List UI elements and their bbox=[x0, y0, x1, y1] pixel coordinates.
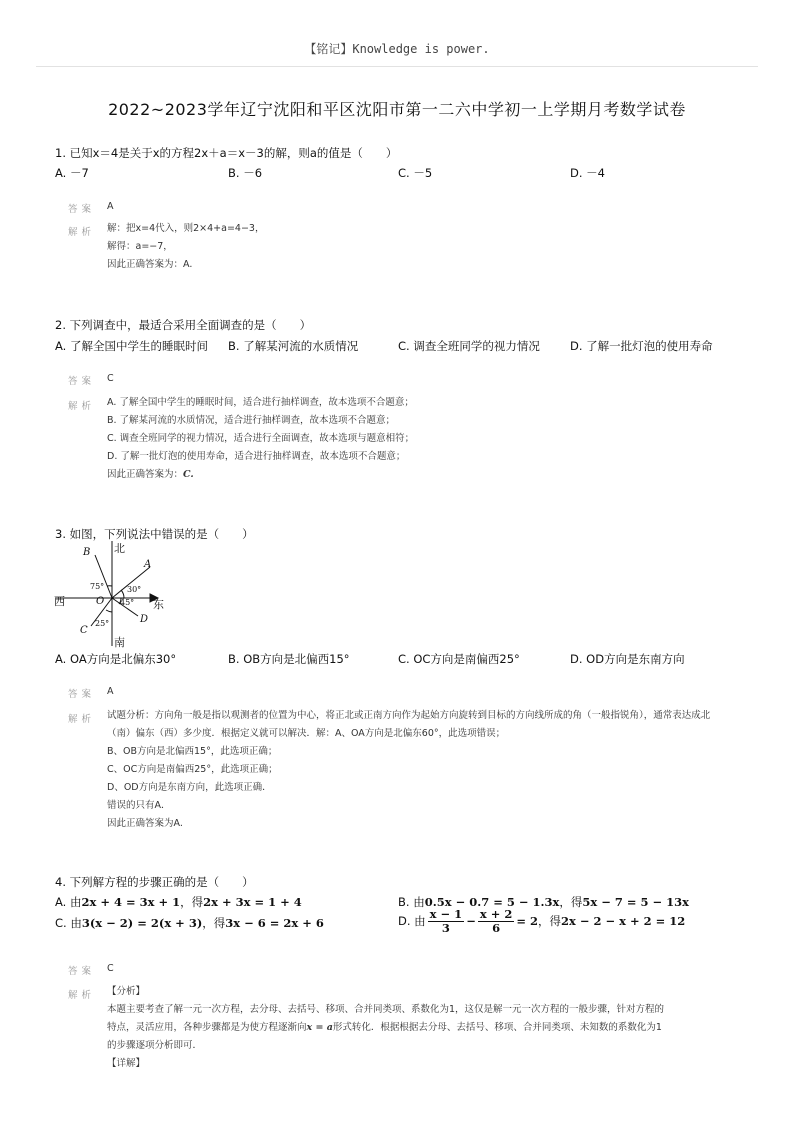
explanation-line: 错误的只有A． bbox=[107, 800, 171, 811]
fraction-2 bbox=[478, 908, 515, 935]
equation-given: 3(x − 2) = 2(x + 3) bbox=[81, 916, 203, 930]
equation-result: 2x + 3x = 1 + 4 bbox=[203, 895, 302, 909]
q1-option-b[interactable]: B. －6 bbox=[228, 166, 263, 180]
option-prefix: A. 由 bbox=[55, 895, 82, 909]
q4-analysis-label: 解析 bbox=[68, 990, 96, 1001]
label-point-c: C bbox=[80, 625, 88, 636]
explanation-line: C、OC方向是南偏西25°，此选项正确； bbox=[107, 764, 278, 775]
q3-analysis-label: 解析 bbox=[68, 714, 96, 725]
explanation-line bbox=[107, 466, 414, 484]
q2-option-c[interactable]: C. 调查全班同学的视力情况 bbox=[398, 339, 540, 353]
q4-option-d[interactable] bbox=[398, 908, 685, 935]
label-east: 东 bbox=[153, 598, 164, 611]
q3-option-b[interactable]: B. OB方向是北偏西15° bbox=[228, 652, 350, 666]
page-header: 【铭记】Knowledge is power. bbox=[304, 42, 490, 56]
label-north: 北 bbox=[114, 542, 125, 555]
label-point-d: D bbox=[140, 614, 149, 625]
equation-given: 0.5x − 0.7 = 5 − 1.3x bbox=[424, 895, 560, 909]
label-west: 西 bbox=[54, 595, 65, 608]
q4-option-a[interactable] bbox=[55, 894, 302, 910]
explanation-line: B. 了解某河流的水质情况，适合进行抽样调查，故本选项不合题意； bbox=[107, 415, 396, 426]
q3-option-c[interactable]: C. OC方向是南偏西25° bbox=[398, 652, 520, 666]
q2-option-a[interactable]: A. 了解全国中学生的睡眠时间 bbox=[55, 339, 208, 353]
label-angle-25: 25° bbox=[95, 619, 110, 628]
fraction-numerator: x − 1 bbox=[429, 907, 463, 921]
q1-answer: A bbox=[107, 201, 114, 212]
option-connector: ，得 bbox=[559, 895, 583, 909]
q1-option-d[interactable]: D. －4 bbox=[570, 166, 605, 180]
equation-result: 2x − 2 − x + 2 = 12 bbox=[561, 914, 686, 928]
q1-analysis-label: 解析 bbox=[68, 227, 96, 238]
explanation-tag: 【分析】 bbox=[107, 986, 146, 997]
label-south: 南 bbox=[114, 636, 125, 649]
explanation-line: A. 了解全国中学生的睡眠时间，适合进行抽样调查，故本选项不合题意； bbox=[107, 397, 414, 408]
explanation-line: D. 了解一批灯泡的使用寿命，适合进行抽样调查，故本选项不合题意； bbox=[107, 451, 406, 462]
explanation-line: 因此正确答案为：A. bbox=[107, 259, 193, 270]
explanation-line: B、OB方向是北偏西15°，此选项正确； bbox=[107, 746, 278, 757]
explanation-text: 特点，灵活应用，各种步骤都是为使方程逐渐向 bbox=[107, 1022, 307, 1033]
fraction-denominator: 6 bbox=[492, 921, 501, 935]
q2-explanation bbox=[107, 394, 414, 484]
option-connector: ，得 bbox=[180, 895, 204, 909]
label-angle-45: 45° bbox=[120, 598, 135, 607]
q1-option-a[interactable]: A. －7 bbox=[55, 166, 89, 180]
q4-explanation bbox=[107, 983, 664, 1073]
fraction-numerator: x + 2 bbox=[479, 907, 513, 921]
q1-explanation bbox=[107, 220, 264, 274]
label-point-b: B bbox=[83, 547, 91, 558]
explanation-text: 形式转化．根据根据去分母、去括号、移项、合并同类项、未知数的系数化为1 bbox=[332, 1022, 662, 1033]
explanation-tag: 【详解】 bbox=[107, 1058, 146, 1069]
compass-direction-figure bbox=[50, 538, 180, 650]
explanation-line: C. 调查全班同学的视力情况，适合进行全面调查，故本选项与题意相符； bbox=[107, 433, 415, 444]
q3-answer-label: 答案 bbox=[68, 689, 96, 700]
equation-rhs: = 2 bbox=[516, 914, 538, 928]
q3-option-a[interactable]: A. OA方向是北偏东30° bbox=[55, 652, 177, 666]
explanation-line bbox=[107, 1019, 664, 1037]
q2-option-d[interactable]: D. 了解一批灯泡的使用寿命 bbox=[570, 339, 713, 353]
page-title: 2022~2023学年辽宁沈阳和平区沈阳市第一二六中学初一上学期月考数学试卷 bbox=[108, 100, 686, 119]
explanation-final-value: C. bbox=[183, 469, 194, 480]
q2-stem: 2. 下列调查中，最适合采用全面调查的是（ ） bbox=[55, 318, 312, 332]
explanation-line: 的步骤逐项分析即可． bbox=[107, 1040, 203, 1051]
q2-analysis-label: 解析 bbox=[68, 401, 96, 412]
angle-arc-c bbox=[106, 610, 112, 612]
label-angle-75: 75° bbox=[90, 582, 105, 591]
explanation-math: x = a bbox=[306, 1022, 333, 1033]
angle-arc-a bbox=[121, 590, 124, 598]
q4-option-c[interactable] bbox=[55, 915, 324, 931]
q3-explanation-intro: 试题分析：方向角一般是指以观测者的位置为中心，将正北或正南方向作为起始方向旋转到目标的方向线所成的角（一般指锐角），通常表达成北（南）偏东（西）多少度．根据定义就可以解决．解：A、OA方向是北偏东60°，此选项错误； bbox=[107, 710, 711, 739]
header-divider bbox=[36, 66, 758, 67]
q3-answer: A bbox=[107, 686, 114, 697]
minus-sign: − bbox=[466, 914, 476, 928]
q2-answer: C bbox=[107, 373, 114, 384]
q3-option-d[interactable]: D. OD方向是东南方向 bbox=[570, 652, 685, 666]
fraction-denominator: 3 bbox=[441, 921, 450, 935]
q2-answer-label: 答案 bbox=[68, 376, 96, 387]
equation-result: 3x − 6 = 2x + 6 bbox=[225, 916, 324, 930]
q1-option-c[interactable]: C. －5 bbox=[398, 166, 433, 180]
explanation-final-prefix: 因此正确答案为： bbox=[107, 469, 184, 480]
q4-stem: 4. 下列解方程的步骤正确的是（ ） bbox=[55, 875, 254, 889]
fraction-1 bbox=[428, 908, 465, 935]
option-prefix: B. 由 bbox=[398, 895, 425, 909]
equation-result: 5x − 7 = 5 − 13x bbox=[582, 895, 690, 909]
equation-given: 2x + 4 = 3x + 1 bbox=[81, 895, 181, 909]
option-connector: ，得 bbox=[538, 914, 561, 928]
explanation-line: 因此正确答案为A. bbox=[107, 818, 183, 829]
explanation-line: D、OD方向是东南方向，此选项正确． bbox=[107, 782, 272, 793]
q3-explanation bbox=[107, 743, 278, 833]
q1-answer-label: 答案 bbox=[68, 204, 96, 215]
q4-answer: C bbox=[107, 963, 114, 974]
q2-option-b[interactable]: B. 了解某河流的水质情况 bbox=[228, 339, 359, 353]
q3-stem: 3. 如图，下列说法中错误的是（ ） bbox=[55, 527, 254, 541]
ray-ob bbox=[95, 555, 112, 598]
q4-answer-label: 答案 bbox=[68, 966, 96, 977]
label-angle-30: 30° bbox=[127, 585, 142, 594]
explanation-line: 解：把x=4代入，则2×4+a=4−3， bbox=[107, 223, 265, 234]
explanation-line: 解得：a=−7， bbox=[107, 241, 173, 252]
option-prefix: C. 由 bbox=[55, 916, 82, 930]
option-prefix: D. 由 bbox=[398, 914, 426, 928]
q1-stem: 1. 已知x＝4是关于x的方程2x＋a＝x－3的解，则a的值是（ ） bbox=[55, 146, 398, 160]
label-origin: O bbox=[96, 596, 105, 607]
option-connector: ，得 bbox=[202, 916, 226, 930]
explanation-line: 本题主要考查了解一元一次方程，去分母、去括号、移项、合并同类项、系数化为1，这仅是解一元一次方程的一般步骤，针对方程的 bbox=[107, 1004, 665, 1015]
label-point-a: A bbox=[144, 559, 152, 570]
